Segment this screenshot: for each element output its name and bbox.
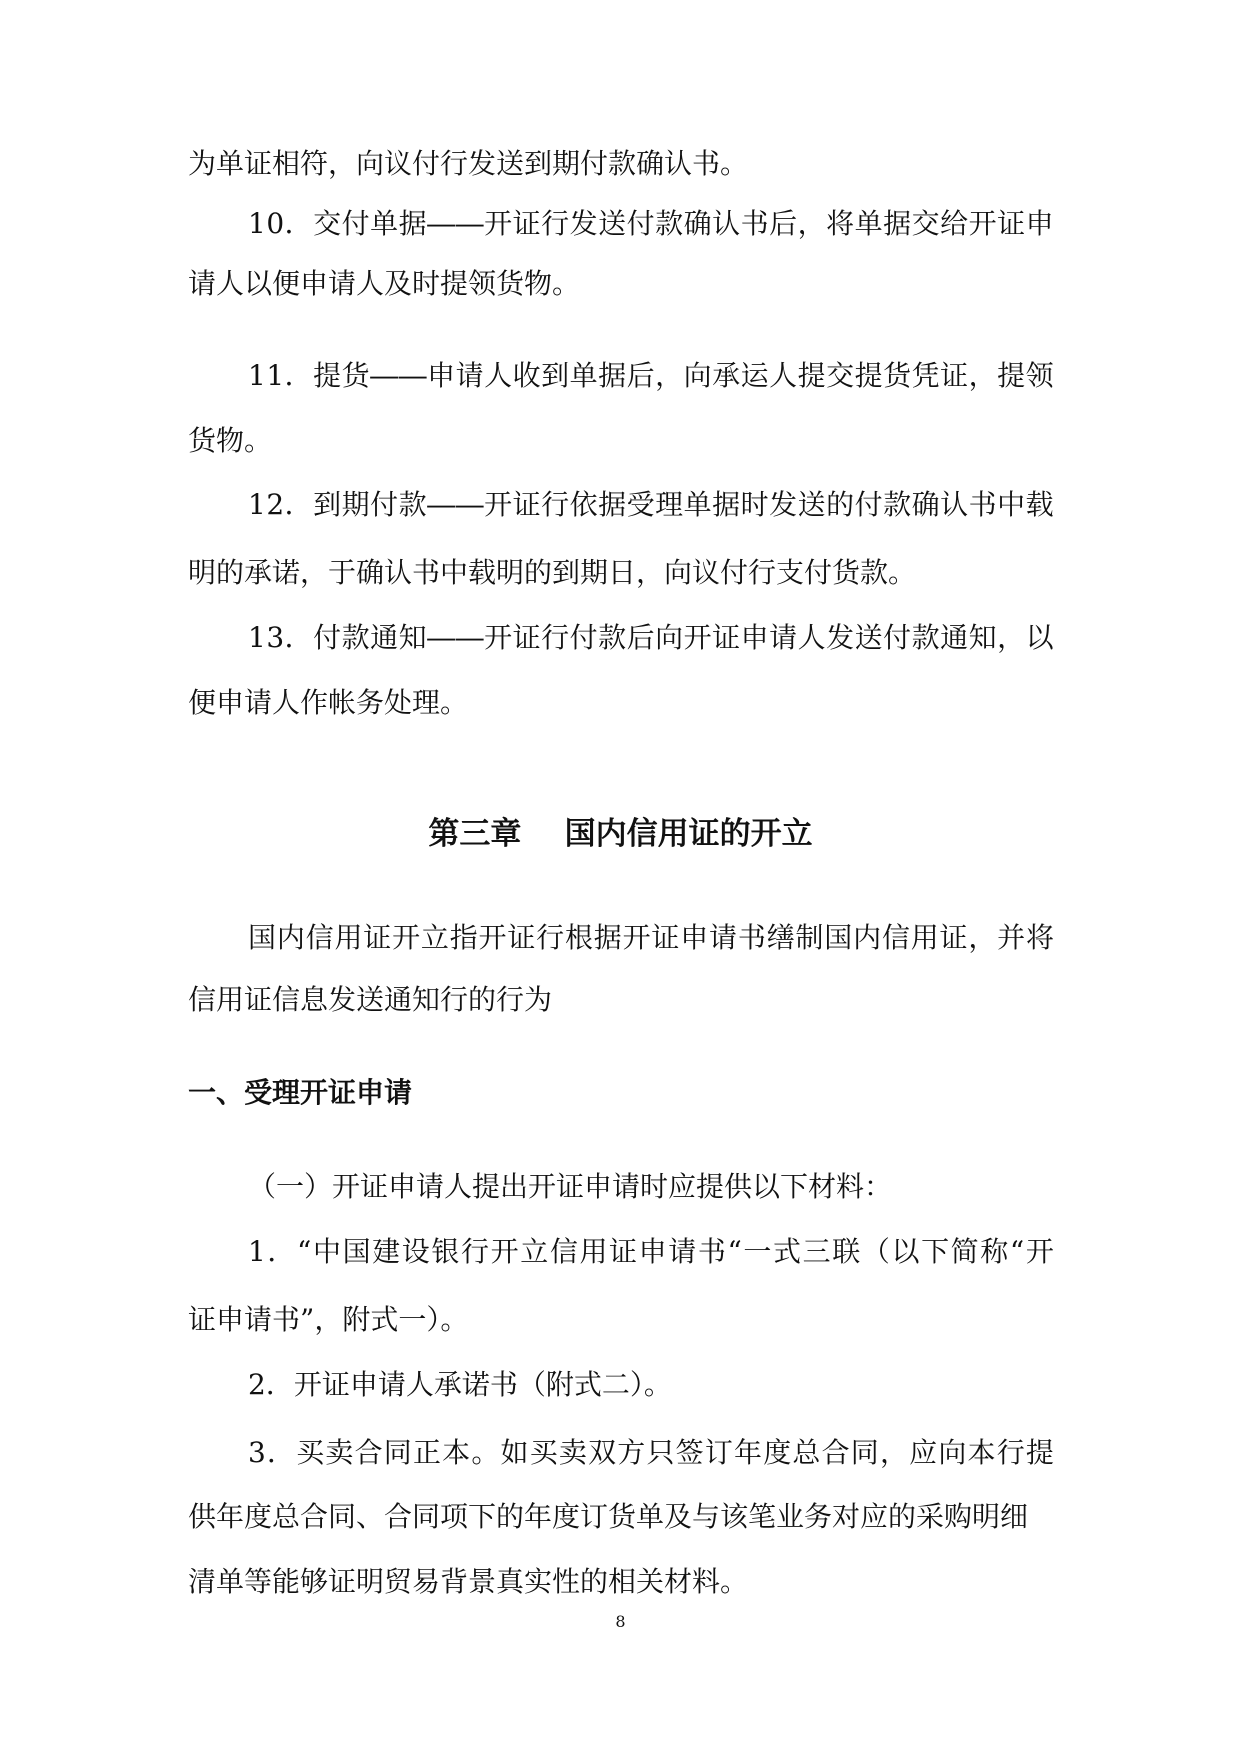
text-char: 3 <box>248 1436 266 1469</box>
text-char: 将 <box>826 207 855 240</box>
text-char: 用 <box>579 1235 608 1268</box>
text-char: 送 <box>598 207 627 240</box>
text-char: 如 <box>500 1436 529 1469</box>
text-char: 载 <box>1025 488 1054 521</box>
text-char: 后 <box>769 207 798 240</box>
text-char: 付 <box>854 488 883 521</box>
text-char: 开 <box>683 621 712 654</box>
text-char: 中 <box>997 488 1026 521</box>
text-char: 证 <box>712 621 741 654</box>
text-char: 简 <box>950 1235 979 1268</box>
text-line: 请人以便申请人及时提领货物。 <box>188 267 581 300</box>
text-char: “ <box>1009 1235 1025 1268</box>
text-char: 发 <box>826 621 855 654</box>
text-char: 提 <box>313 359 342 392</box>
text-char: 款 <box>398 488 427 521</box>
text-char: 根 <box>564 921 593 954</box>
text-char: 款 <box>341 621 370 654</box>
text-char: 受 <box>626 488 655 521</box>
text-char: “ <box>297 1235 312 1268</box>
text-char: 签 <box>675 1436 704 1469</box>
text-char: 信 <box>881 921 910 954</box>
text-char: 付 <box>313 621 342 654</box>
text-char: 开 <box>484 621 513 654</box>
text-char: ― <box>398 359 427 392</box>
text-char: 联 <box>832 1235 861 1268</box>
text-char: 行 <box>541 207 570 240</box>
page-number: 8 <box>615 1612 626 1631</box>
text-char: “ <box>727 1235 742 1268</box>
text-char: 开 <box>392 921 421 954</box>
text-char: 买 <box>296 1436 325 1469</box>
text-char: 发 <box>569 207 598 240</box>
text-char: 3 <box>266 621 285 654</box>
text-char: 同 <box>383 1436 412 1469</box>
text-char: 据 <box>598 488 627 521</box>
text-char: 行 <box>541 621 570 654</box>
text-char: 理 <box>655 488 684 521</box>
text-char: 领 <box>1025 359 1054 392</box>
text-char: 合 <box>354 1436 383 1469</box>
text-char: 行 <box>536 921 565 954</box>
text-char: 开 <box>484 207 513 240</box>
text-char: 同 <box>850 1436 879 1469</box>
text-char: 式 <box>773 1235 802 1268</box>
text-char: 请 <box>769 621 798 654</box>
text-char: 合 <box>821 1436 850 1469</box>
text-char: 银 <box>431 1235 460 1268</box>
text-char: 行 <box>541 488 570 521</box>
text-line: 供年度总合同、合同项下的年度订货单及与该笔业务对应的采购明细 <box>188 1500 1029 1533</box>
text-char: 用 <box>334 921 363 954</box>
text-char: 交 <box>826 359 855 392</box>
text-char: 通 <box>370 621 399 654</box>
text-char: 送 <box>854 621 883 654</box>
text-char: 认 <box>940 488 969 521</box>
text-char: 信 <box>305 921 334 954</box>
text-char: 本 <box>967 1436 996 1469</box>
section-title: 一、受理开证申请 <box>188 1076 413 1109</box>
text-line: 货物。 <box>188 424 273 457</box>
text-char: 年 <box>734 1436 763 1469</box>
text-char: 0 <box>266 207 285 240</box>
text-char: ， <box>968 921 997 954</box>
text-char: 申 <box>680 921 709 954</box>
text-char: ． <box>284 207 313 240</box>
text-char: 提 <box>854 359 883 392</box>
text-char: 将 <box>1025 921 1054 954</box>
text-char: ． <box>284 488 313 521</box>
text-char: 据 <box>593 921 622 954</box>
text-char: 申 <box>1025 207 1054 240</box>
text-char: 向 <box>683 359 712 392</box>
text-char: 称 <box>980 1235 1009 1268</box>
text-char: 单 <box>683 488 712 521</box>
text-char: 开 <box>1025 1235 1054 1268</box>
text-char: 后 <box>626 621 655 654</box>
text-line: （一）开证申请人提出开证申请时应提供以下材料： <box>248 1170 893 1203</box>
text-line: 信用证信息发送通知行的行为 <box>188 983 553 1016</box>
text-char: 付 <box>569 621 598 654</box>
text-line: 清单等能够证明贸易背景真实性的相关材料。 <box>188 1565 749 1598</box>
text-char: 内 <box>853 921 882 954</box>
text-line-justified <box>248 356 1054 396</box>
text-char: 付 <box>370 488 399 521</box>
text-char: 依 <box>569 488 598 521</box>
text-line: 明的承诺，于确认书中载明的到期日，向议付行支付货款。 <box>188 556 917 589</box>
text-char: 据 <box>883 207 912 240</box>
text-char: 款 <box>911 621 940 654</box>
text-char: 建 <box>372 1235 401 1268</box>
text-char: 国 <box>342 1235 371 1268</box>
text-line: 2．开证申请人承诺书（附式二）。 <box>248 1368 672 1401</box>
text-char: ― <box>427 621 456 654</box>
text-char: 买 <box>529 1436 558 1469</box>
text-char: 据 <box>398 207 427 240</box>
text-char: 中 <box>312 1235 341 1268</box>
text-char: 订 <box>704 1436 733 1469</box>
text-char: 收 <box>512 359 541 392</box>
text-char: 款 <box>655 207 684 240</box>
text-char: ． <box>284 621 313 654</box>
text-char: 以 <box>1025 621 1054 654</box>
text-char: 指 <box>449 921 478 954</box>
text-char: 给 <box>940 207 969 240</box>
text-char: 申 <box>740 621 769 654</box>
text-char: 的 <box>826 488 855 521</box>
text-char: 双 <box>588 1436 617 1469</box>
text-char: 开 <box>968 207 997 240</box>
text-char: 到 <box>541 359 570 392</box>
text-char: 国 <box>824 921 853 954</box>
text-char: 行 <box>996 1436 1025 1469</box>
text-char: 通 <box>940 621 969 654</box>
text-char: ， <box>879 1436 908 1469</box>
text-char: 提 <box>997 359 1026 392</box>
text-line-justified <box>248 485 1054 525</box>
text-line: 为单证相符，向议付行发送到期付款确认书。 <box>188 147 749 180</box>
text-char: ， <box>997 621 1026 654</box>
text-char: 人 <box>769 359 798 392</box>
text-char: 期 <box>341 488 370 521</box>
text-char: 时 <box>740 488 769 521</box>
text-char: 请 <box>455 359 484 392</box>
text-char: 证 <box>939 921 968 954</box>
text-line: 便申请人作帐务处理。 <box>188 686 469 719</box>
text-char: 认 <box>712 207 741 240</box>
text-char: 1 <box>248 488 266 521</box>
text-char: 证 <box>363 921 392 954</box>
text-char: 运 <box>740 359 769 392</box>
text-char: 付 <box>883 621 912 654</box>
text-char: 应 <box>909 1436 938 1469</box>
text-char: 信 <box>549 1235 578 1268</box>
text-char: 证 <box>609 1235 638 1268</box>
text-char: 内 <box>276 921 305 954</box>
text-char: 卖 <box>325 1436 354 1469</box>
text-char: 书 <box>737 921 766 954</box>
text-char: 交 <box>313 207 342 240</box>
text-char: 2 <box>266 488 285 521</box>
text-char: 本 <box>442 1436 471 1469</box>
text-char: ― <box>370 359 399 392</box>
text-char: 款 <box>883 488 912 521</box>
text-char: 交 <box>911 207 940 240</box>
text-char: （ <box>861 1235 890 1268</box>
text-line-justified <box>248 204 1054 244</box>
text-char: 人 <box>484 359 513 392</box>
text-char: 确 <box>911 488 940 521</box>
text-char: 1 <box>248 359 266 392</box>
text-char: 开 <box>484 488 513 521</box>
text-char: 提 <box>1025 1436 1054 1469</box>
text-char: 证 <box>512 488 541 521</box>
text-char: 货 <box>883 359 912 392</box>
text-char: 并 <box>997 921 1026 954</box>
text-char: 知 <box>398 621 427 654</box>
text-char: 向 <box>655 621 684 654</box>
text-char: ． <box>267 1235 296 1268</box>
text-char: 卖 <box>558 1436 587 1469</box>
text-char: ， <box>655 359 684 392</box>
text-char: 证 <box>940 359 969 392</box>
text-char: 下 <box>921 1235 950 1268</box>
text-char: 承 <box>712 359 741 392</box>
text-char: 开 <box>622 921 651 954</box>
text-char: 国 <box>248 921 277 954</box>
text-char: 提 <box>797 359 826 392</box>
text-char: 开 <box>478 921 507 954</box>
text-char: 缮 <box>766 921 795 954</box>
text-char: 申 <box>427 359 456 392</box>
text-char: 证 <box>507 921 536 954</box>
text-char: 证 <box>512 207 541 240</box>
text-char: 书 <box>697 1235 726 1268</box>
text-char: 请 <box>709 921 738 954</box>
text-char: ― <box>455 207 484 240</box>
text-char: 款 <box>598 621 627 654</box>
text-line-justified <box>248 618 1054 658</box>
text-char: 申 <box>638 1235 667 1268</box>
text-char: 书 <box>740 207 769 240</box>
text-char: 一 <box>743 1235 772 1268</box>
text-char: 单 <box>569 359 598 392</box>
text-line-justified <box>248 918 1054 958</box>
text-char: 1 <box>248 1235 266 1268</box>
text-char: 行 <box>461 1235 490 1268</box>
text-char: 证 <box>997 207 1026 240</box>
text-char: 据 <box>598 359 627 392</box>
text-char: 送 <box>797 488 826 521</box>
text-char: 人 <box>797 621 826 654</box>
text-char: 据 <box>712 488 741 521</box>
text-char: 开 <box>490 1235 519 1268</box>
text-char: 单 <box>854 207 883 240</box>
text-char: 用 <box>910 921 939 954</box>
text-line-justified <box>248 1433 1054 1473</box>
text-char: 1 <box>266 359 285 392</box>
text-char: ． <box>284 359 313 392</box>
text-char: ． <box>267 1436 296 1469</box>
text-char: 以 <box>891 1235 920 1268</box>
text-char: 证 <box>651 921 680 954</box>
text-char: ― <box>427 207 456 240</box>
text-line-justified <box>248 1232 1054 1272</box>
text-char: 立 <box>420 921 449 954</box>
text-char: 付 <box>626 207 655 240</box>
text-char: 付 <box>341 207 370 240</box>
text-char: 三 <box>802 1235 831 1268</box>
text-char: 货 <box>341 359 370 392</box>
text-char: ― <box>427 488 456 521</box>
text-char: ― <box>455 621 484 654</box>
text-char: 证 <box>512 621 541 654</box>
text-char: 发 <box>769 488 798 521</box>
text-char: 1 <box>248 207 266 240</box>
text-char: 知 <box>968 621 997 654</box>
text-char: 确 <box>683 207 712 240</box>
text-char: 书 <box>968 488 997 521</box>
text-char: 总 <box>792 1436 821 1469</box>
text-char: 只 <box>646 1436 675 1469</box>
text-char: 向 <box>938 1436 967 1469</box>
text-char: 度 <box>763 1436 792 1469</box>
text-char: ― <box>455 488 484 521</box>
text-char: 正 <box>412 1436 441 1469</box>
text-char: 立 <box>520 1235 549 1268</box>
text-char: 后 <box>626 359 655 392</box>
text-char: 到 <box>313 488 342 521</box>
text-char: 方 <box>617 1436 646 1469</box>
text-line: 证申请书”，附式一）。 <box>188 1303 469 1336</box>
text-char: 1 <box>248 621 266 654</box>
text-char: 单 <box>370 207 399 240</box>
chapter-title: 第三章 国内信用证的开立 <box>428 816 813 852</box>
text-char: ， <box>797 207 826 240</box>
text-char: ， <box>968 359 997 392</box>
text-char: 制 <box>795 921 824 954</box>
text-char: 请 <box>668 1235 697 1268</box>
text-char: 设 <box>401 1235 430 1268</box>
text-char: 凭 <box>911 359 940 392</box>
text-char: 。 <box>471 1436 500 1469</box>
